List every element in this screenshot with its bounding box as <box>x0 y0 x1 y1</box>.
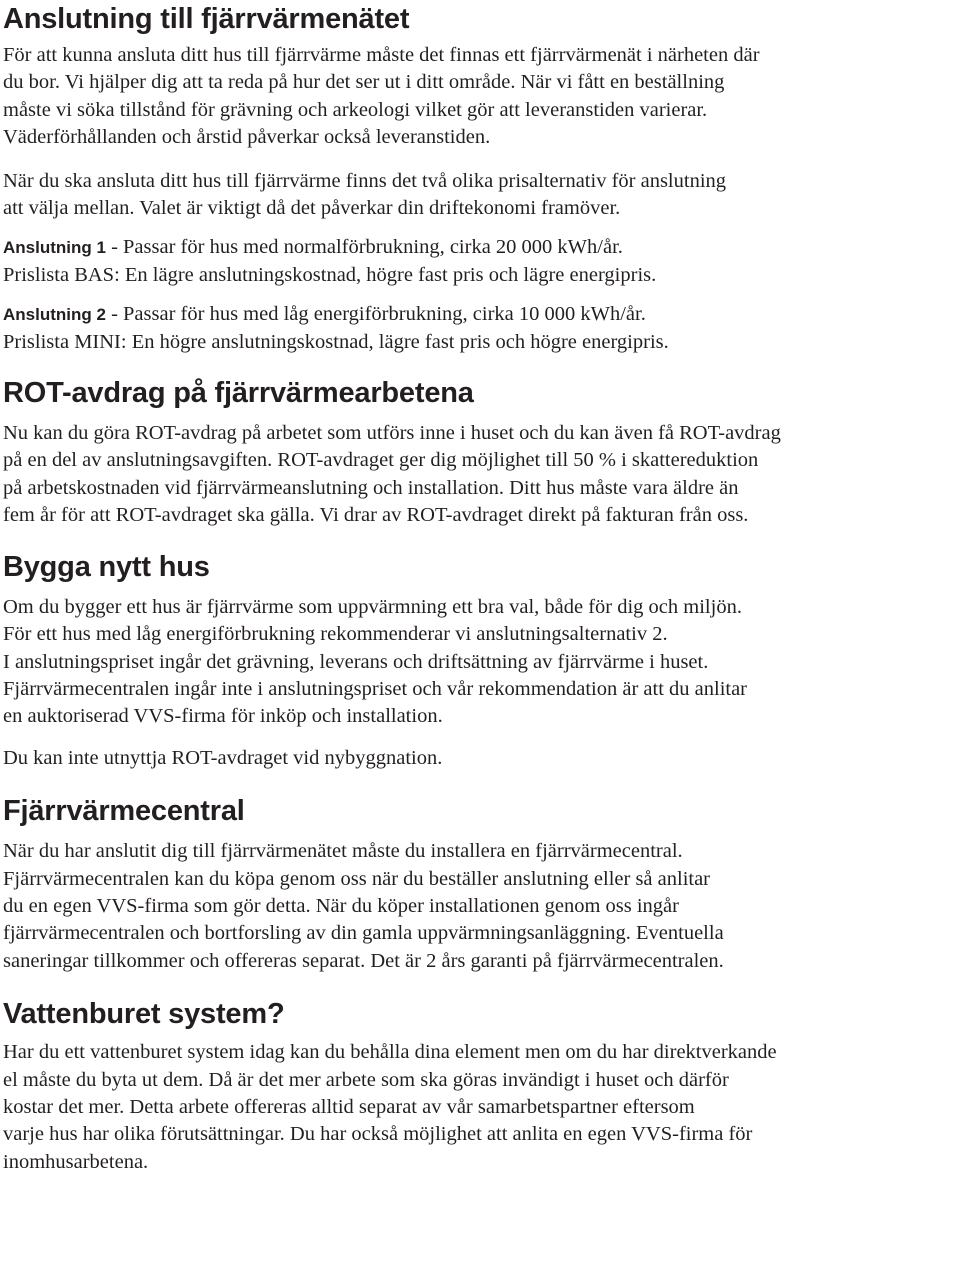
text-line: När du har anslutit dig till fjärrvärmenätet måste du installera en fjärrvärmecentral. <box>3 840 683 863</box>
text-line: saneringar tillkommer och offereras separat. Det är 2 års garanti på fjärrvärmecentralen. <box>3 949 724 972</box>
text-line: För att kunna ansluta ditt hus till fjärrvärme måste det finnas ett fjärrvärmenät i närheten där <box>3 44 760 66</box>
text-line: Fjärrvärmecentralen kan du köpa genom oss när du beställer anslutning eller så anlitar <box>3 867 711 890</box>
paragraph-anslutning-intro <box>3 42 953 152</box>
section-heading-fjarrvarmecentral: Fjärrvärmecentral <box>3 795 245 828</box>
text-line: el måste du byta ut dem. Då är det mer arbete som ska göras invändigt i huset och därför <box>3 1068 729 1091</box>
text-line: Har du ett vattenburet system idag kan du behålla dina element men om du har direktverkande <box>3 1041 777 1064</box>
option-price: Prislista MINI: En högre anslutningskostnad, lägre fast pris och högre energipris. <box>3 330 669 353</box>
section-heading-vattenburet-system: Vattenburet system? <box>3 998 285 1031</box>
paragraph-rot-avdrag <box>3 420 953 530</box>
text-line: Nu kan du göra ROT-avdrag på arbetet som utförs inne i huset och du kan även få ROT-avdrag <box>3 422 781 445</box>
section-heading-rot-avdrag: ROT-avdrag på fjärrvärmearbetena <box>3 377 474 410</box>
text-line: att välja mellan. Valet är viktigt då det påverkar din driftekonomi framöver. <box>3 197 621 220</box>
text-line: Väderförhållanden och årstid påverkar också leveranstiden. <box>3 126 491 149</box>
section-heading-anslutning: Anslutning till fjärrvärmenätet <box>3 3 410 35</box>
text-line: inomhusarbetena. <box>3 1150 149 1173</box>
text-line: fem år för att ROT-avdraget ska gälla. Vi drar av ROT-avdraget direkt på fakturan från oss. <box>3 504 749 527</box>
paragraph-fjarrvarmecentral <box>3 838 953 975</box>
option-label: Anslutning 1 <box>3 238 106 258</box>
text-line: För ett hus med låg energiförbrukning rekommenderar vi anslutningsalternativ 2. <box>3 623 668 646</box>
text-line: Du kan inte utnyttja ROT-avdraget vid nybyggnation. <box>3 746 443 769</box>
option-line <box>3 234 953 261</box>
paragraph-anslutning-2 <box>3 301 953 356</box>
text-line: fjärrvärmecentralen och bortforsling av din gamla uppvärmningsanläggning. Eventuella <box>3 922 724 945</box>
text-line: du en egen VVS-firma som gör detta. När du köper installationen genom oss ingår <box>3 894 679 917</box>
text-line: varje hus har olika förutsättningar. Du har också möjlighet att anlita en egen VVS-firma för <box>3 1123 753 1146</box>
text-line: du bor. Vi hjälper dig att ta reda på hur det ser ut i ditt område. När vi fått en beställning <box>3 71 725 94</box>
text-line: på arbetskostnaden vid fjärrvärmeanslutning och installation. Ditt hus måste vara äldre än <box>3 476 739 499</box>
paragraph-prisalternativ <box>3 168 953 223</box>
text-line: på en del av anslutningsavgiften. ROT-avdraget ger dig möjlighet till 50 % i skattereduktion <box>3 449 759 472</box>
text-line: När du ska ansluta ditt hus till fjärrvärme finns det två olika prisalternativ för anslutning <box>3 169 727 192</box>
paragraph-vattenburet-system <box>3 1039 953 1176</box>
option-price: Prislista BAS: En lägre anslutningskostnad, högre fast pris och lägre energipris. <box>3 263 657 286</box>
option-description: - Passar för hus med normalförbrukning, cirka 20 000 kWh/år. <box>105 236 623 259</box>
text-line: en auktoriserad VVS-firma för inköp och installation. <box>3 705 443 728</box>
option-line <box>3 301 953 328</box>
option-label: Anslutning 2 <box>3 305 106 325</box>
document-page <box>3 0 953 1176</box>
text-line: Fjärrvärmecentralen ingår inte i anslutningspriset och vår rekommendation är att du anlitar <box>3 677 748 700</box>
text-line: Om du bygger ett hus är fjärrvärme som uppvärmning ett bra val, både för dig och miljön. <box>3 595 742 618</box>
section-heading-bygga-nytt-hus: Bygga nytt hus <box>3 550 210 583</box>
paragraph-bygga-nytt <box>3 594 953 731</box>
text-line: I anslutningspriset ingår det grävning, leverans och driftsättning av fjärrvärme i huset. <box>3 650 709 673</box>
text-line: måste vi söka tillstånd för grävning och arkeologi vilket gör att leveranstiden varierar. <box>3 98 708 121</box>
paragraph-nybyggnation <box>3 745 953 772</box>
paragraph-anslutning-1 <box>3 234 953 289</box>
option-description: - Passar för hus med låg energiförbrukning, cirka 10 000 kWh/år. <box>105 303 646 326</box>
text-line: kostar det mer. Detta arbete offereras alltid separat av vår samarbetspartner eftersom <box>3 1095 695 1118</box>
